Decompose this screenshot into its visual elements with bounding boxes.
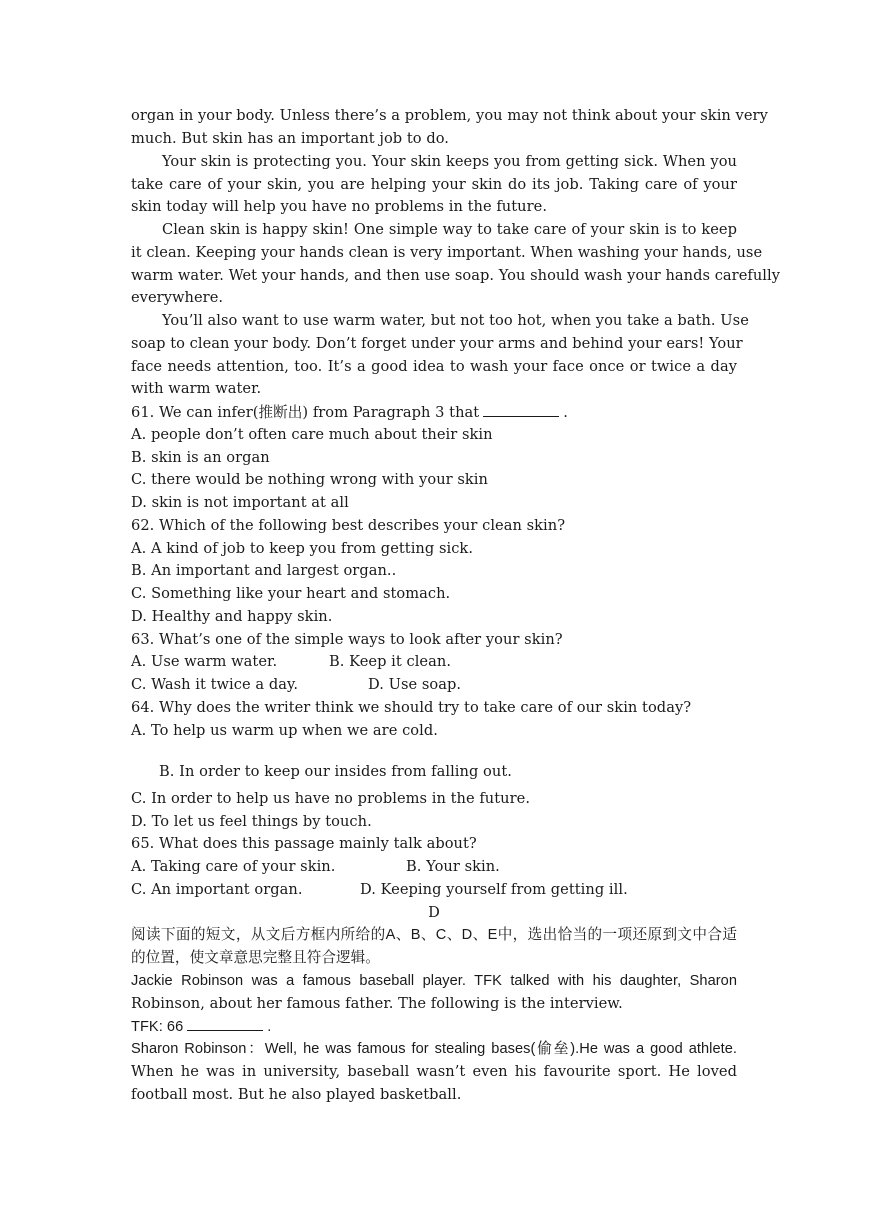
passage-line: Your skin is protecting you. Your skin keeps you from getting sick. When you: [162, 153, 737, 170]
question-62: 62. Which of the following best describes your clean skin?: [131, 517, 566, 534]
question-64: 64. Why does the writer think we should try to take care of our skin today?: [131, 699, 692, 716]
option-d: D. Keeping yourself from getting ill.: [360, 881, 628, 898]
section-instruction: 的位置，使文章意思完整且符合逻辑。: [131, 950, 380, 966]
question-end: .: [563, 404, 568, 421]
option-b: B. In order to keep our insides from falling out.: [159, 763, 512, 780]
option-d: D. Use soap.: [368, 676, 462, 693]
answer-blank[interactable]: [483, 402, 559, 417]
question-stem: 61. We can infer(推断出) from Paragraph 3 that: [131, 404, 480, 421]
option-c: C. Wash it twice a day.: [131, 676, 299, 693]
option-row: [131, 652, 737, 672]
passage-line: everywhere.: [131, 289, 224, 306]
passage-line: it clean. Keeping your hands clean is very important. When washing your hands, use: [131, 244, 763, 261]
interview-answer: Sharon Robinson：Well, he was famous for stealing bases(偷垒).He was a good athlete.: [131, 1041, 737, 1057]
answer-blank[interactable]: [187, 1016, 263, 1031]
option-b: B. Your skin.: [406, 858, 500, 875]
interview-answer: When he was in university, baseball wasn’t even his favourite sport. He loved: [131, 1063, 737, 1080]
option-c: C. In order to help us have no problems in the future.: [131, 790, 531, 807]
question-61: [131, 402, 737, 423]
option-row: [131, 857, 737, 877]
option-a: A. people don’t often care much about their skin: [131, 426, 493, 443]
question-end: .: [267, 1019, 272, 1035]
option-a: A. To help us warm up when we are cold.: [131, 722, 438, 739]
option-b: B. Keep it clean.: [329, 653, 452, 670]
option-a: A. Use warm water.: [131, 653, 278, 670]
passage-line: face needs attention, too. It’s a good idea to wash your face once or twice a day: [131, 358, 737, 375]
option-d: D. skin is not important at all: [131, 494, 349, 511]
option-b: B. skin is an organ: [131, 449, 270, 466]
passage-line: take care of your skin, you are helping your skin do its job. Taking care of your: [131, 176, 737, 193]
passage-line: much. But skin has an important job to do.: [131, 130, 449, 147]
passage-line: warm water. Wet your hands, and then use soap. You should wash your hands carefully: [131, 267, 781, 284]
question-63: 63. What’s one of the simple ways to look after your skin?: [131, 631, 563, 648]
option-a: A. A kind of job to keep you from getting sick.: [131, 540, 474, 557]
option-b: B. An important and largest organ..: [131, 562, 397, 579]
passage-line: skin today will help you have no problems in the future.: [131, 198, 548, 215]
option-d: D. To let us feel things by touch.: [131, 813, 372, 830]
question-65: 65. What does this passage mainly talk about?: [131, 835, 477, 852]
interview-question-66: [131, 1016, 737, 1037]
option-a: A. Taking care of your skin.: [131, 858, 336, 875]
passage-line: organ in your body. Unless there’s a problem, you may not think about your skin very: [131, 107, 768, 124]
section-heading: D: [428, 904, 440, 921]
option-row: [131, 880, 737, 900]
option-c: C. An important organ.: [131, 881, 303, 898]
section-instruction: 阅读下面的短文，从文后方框内所给的A、B、C、D、E中，选出恰当的一项还原到文中合适: [131, 927, 737, 943]
interview-answer: football most. But he also played basketball.: [131, 1086, 462, 1103]
option-d: D. Healthy and happy skin.: [131, 608, 333, 625]
question-prefix: TFK: 66: [131, 1019, 184, 1035]
passage-line: Clean skin is happy skin! One simple way to take care of your skin is to keep: [162, 221, 737, 238]
interview-intro: Robinson, about her famous father. The following is the interview.: [131, 995, 623, 1012]
passage-line: soap to clean your body. Don’t forget under your arms and behind your ears! Your: [131, 335, 743, 352]
passage-line: You’ll also want to use warm water, but not too hot, when you take a bath. Use: [162, 312, 749, 329]
option-c: C. there would be nothing wrong with your skin: [131, 471, 488, 488]
passage-line: with warm water.: [131, 380, 262, 397]
interview-intro: Jackie Robinson was a famous baseball player. TFK talked with his daughter, Sharon: [131, 973, 737, 989]
option-row: [131, 675, 737, 695]
option-c: C. Something like your heart and stomach.: [131, 585, 451, 602]
